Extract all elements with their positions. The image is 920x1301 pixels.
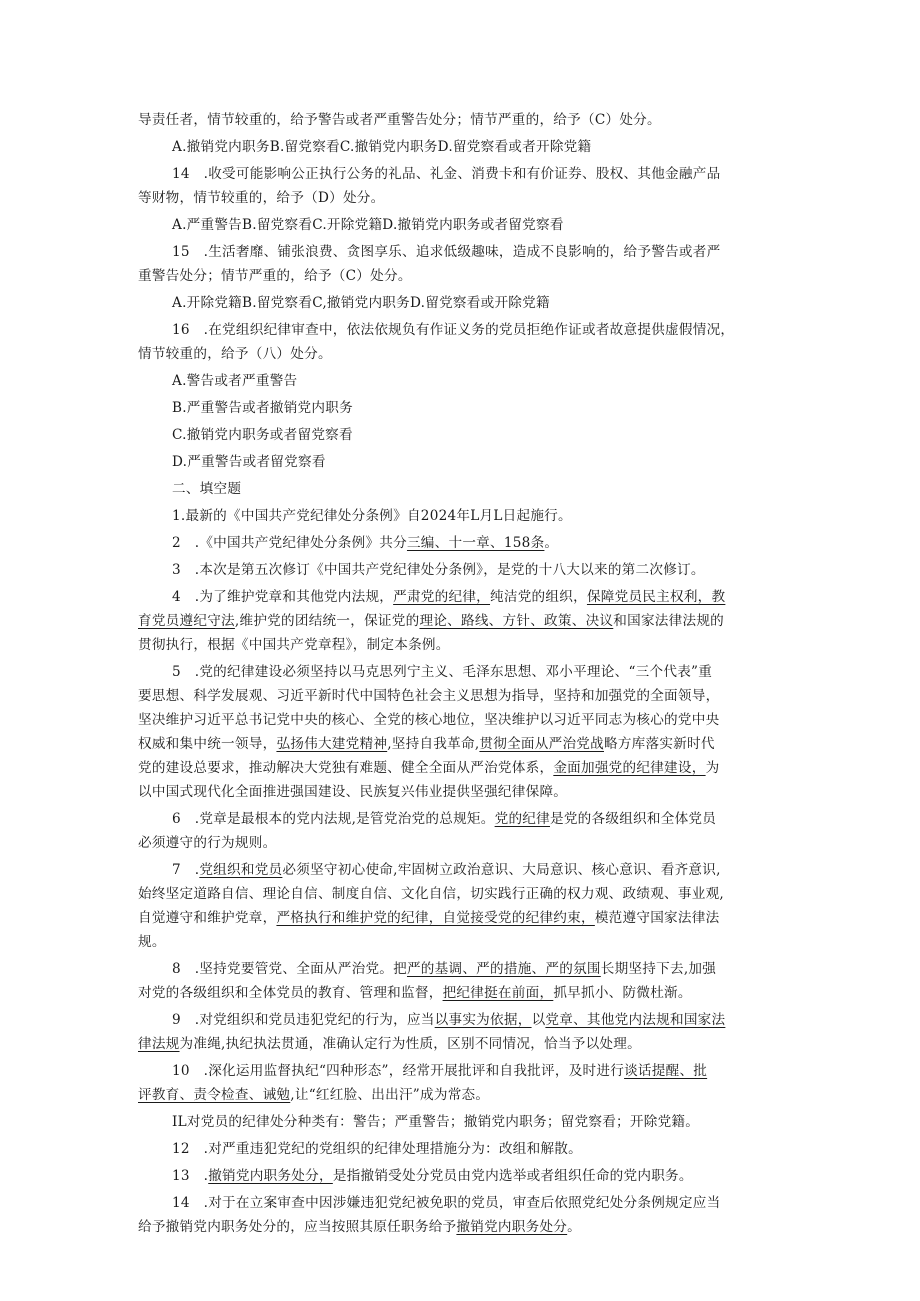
q16-option-d: D.严重警告或者留党察看 bbox=[172, 454, 326, 470]
fill-item-9-line: 律法规为准绳,执纪执法贯通，准确认定行为性质，区别不同情况，恰当予以处理。 bbox=[138, 1036, 641, 1052]
answer-underline: 把纪律挺在前面， bbox=[442, 985, 554, 1001]
fill-item-12: 12 .对严重违犯党纪的党组织的纪律处理措施分为：改组和解散。 bbox=[172, 1141, 582, 1157]
answer-underline: 保障党员民主权利，教 bbox=[586, 589, 726, 605]
fill-item-2: 2 .《中国共产党纪律处分条例》共分三编、十一章、158条。 bbox=[172, 535, 559, 551]
fill-item-6-line: 6 .党章是最根本的党内法规,是管党治党的总规矩。党的纪律是党的各级组织和全体党员 bbox=[172, 811, 717, 827]
answer-underline: 理论、路线、方针、政策、决议 bbox=[419, 613, 614, 629]
answer-underline: 严格执行和维护党的纪律，自觉接受党的纪律约束， bbox=[276, 910, 595, 926]
fill-item-13: 13 .撤销党内职务处分，是指撤销受处分党员由党内选举或者组织任命的党内职务。 bbox=[172, 1168, 693, 1184]
answer-underline: 严肃党的纪律， bbox=[393, 589, 491, 605]
fill-item-10-line: 10 .深化运用监督执纪“四种形态”，经常开展批评和自我批评，及时进行谈话提醒、批 bbox=[172, 1063, 708, 1079]
answer-underline: 党组织和党员 bbox=[199, 862, 283, 878]
q16-text-line: 16 .在党组织纪律审查中，依法依规负有作证义务的党员拒绝作证或者故意提供虚假情况， bbox=[172, 322, 735, 338]
fill-item-7-line: 规。 bbox=[138, 934, 166, 950]
answer-underline: 撤销党内职务处分， bbox=[208, 1168, 333, 1184]
q14-options: A.严重警告B.留党察看C.开除党籍D.撤销党内职务或者留党察看 bbox=[172, 217, 564, 233]
fill-item-7-line: 自觉遵守和维护党章，严格执行和维护党的纪律，自觉接受党的纪律约束，模范遵守国家法律法 bbox=[138, 910, 720, 926]
q13-options: A.撤销党内职务B.留党察看C.撤销党内职务D.留党察看或者开除党籍 bbox=[172, 139, 592, 155]
fill-item-11: IL对党员的纪律处分种类有：警告；严重警告；撤销党内职务；留党察看；开除党籍。 bbox=[172, 1114, 700, 1130]
q15-text-line: 15 .生活奢靡、铺张浪费、贪图享乐、追求低级趣味，造成不良影响的，给予警告或者严 bbox=[172, 244, 721, 260]
fill-item-5-line: 党的建设总要求，推动解决大党独有难题、健全全面从严治党体系，金面加强党的纪律建设，为 bbox=[138, 760, 720, 776]
fill-item-5-line: 以中国式现代化全面推进强国建设、民族复兴伟业提供坚强纪律保障。 bbox=[138, 784, 568, 800]
answer-underline: 三编、十一章、158条 bbox=[406, 535, 545, 551]
q15-options: A.开除党籍B.留党察看C,撤销党内职务D.留党察看或开除党籍 bbox=[172, 295, 550, 311]
fill-item-9-line: 9 .对党组织和党员违犯党纪的行为，应当以事实为依据，以党章、其他党内法规和国家法 bbox=[172, 1012, 726, 1028]
fill-item-14-line: 14 .对于在立案审查中因涉嫌违犯党纪被免职的党员，审查后依照党纪处分条例规定应当 bbox=[172, 1195, 721, 1211]
answer-underline: 党章、其他党内法规和国家法 bbox=[545, 1012, 726, 1028]
answer-underline: 金面加强党的纪律建设， bbox=[553, 760, 706, 776]
fill-item-5-line: 权威和集中统一领导，弘扬伟大建党精神,坚持自我革命,贯彻全面从严治党战略方库落实新时代 bbox=[138, 736, 715, 752]
q16-option-a: A.警告或者严重警告 bbox=[172, 373, 298, 389]
fill-item-5-line: 坚决维护习近平总书记党中央的核心、全党的核心地位，坚决维护以习近平同志为核心的党中央 bbox=[138, 712, 720, 728]
document-body bbox=[138, 108, 788, 1239]
q16-text-line: 情节较重的，给予（八）处分。 bbox=[138, 346, 332, 362]
fill-item-4-line: 贯彻执行，根据《中国共产党章程》，制定本条例。 bbox=[138, 637, 450, 653]
q13-text-line: 导责任者，情节较重的，给予警告或者严重警告处分；情节严重的，给予（C）处分。 bbox=[138, 112, 661, 128]
answer-underline: 以事实为依据， bbox=[434, 1012, 532, 1028]
fill-item-14-line: 给予撤销党内职务处分的，应当按照其原任职务给予撤销党内职务处分。 bbox=[138, 1219, 581, 1235]
answer-underline: 贯彻全面从严治党战 bbox=[479, 736, 604, 752]
section-heading-fill-blank: 二、填空题 bbox=[172, 481, 242, 497]
answer-underline: 党的纪律 bbox=[494, 811, 550, 827]
q16-option-b: B.严重警告或者撤销党内职务 bbox=[172, 400, 353, 416]
answer-underline: 严的基调、严的措施、严的氛围 bbox=[406, 961, 601, 977]
fill-item-7-line: 7 .党组织和党员必须坚守初心使命,牢固树立政治意识、大局意识、核心意识、看齐意识, bbox=[172, 862, 721, 878]
answer-underline: 育党员遵纪守法 bbox=[138, 613, 235, 629]
answer-underline: 评教育、责令检查、诫勉 bbox=[138, 1087, 291, 1103]
answer-underline: 谈话提醒、批 bbox=[624, 1063, 708, 1079]
fill-item-8-line: 8 .坚持党要管党、全面从严治党。把严的基调、严的措施、严的氛围长期坚持下去,加强 bbox=[172, 961, 717, 977]
answer-underline: 律法规 bbox=[138, 1036, 180, 1052]
fill-item-10-line: 评教育、责令检查、诫勉,让“红红脸、出出汗”成为常态。 bbox=[138, 1087, 490, 1103]
q14-text-line: 14 .收受可能影响公正执行公务的礼品、礼金、消费卡和有价证券、股权、其他金融产品 bbox=[172, 166, 721, 182]
fill-item-5-line: 要思想、科学发展观、习近平新时代中国特色社会主义思想为指导，坚持和加强党的全面领导， bbox=[138, 688, 720, 704]
fill-item-8-line: 对党的各级组织和全体党员的教育、管理和监督，把纪律挺在前面，抓早抓小、防微杜渐。 bbox=[138, 985, 692, 1001]
fill-item-4-line: 育党员遵纪守法,维护党的团结统一，保证党的理论、路线、方针、政策、决议和国家法律法规的 bbox=[138, 613, 725, 629]
answer-underline: 撤销党内职务处分 bbox=[456, 1219, 568, 1235]
answer-underline: 弘扬伟大建党精神 bbox=[276, 736, 388, 752]
fill-item-4-line: 4 .为了维护党章和其他党内法规，严肃党的纪律，纯洁党的组织，保障党员民主权利，教 bbox=[172, 589, 726, 605]
q15-text-line: 重警告处分；情节严重的，给予（C）处分。 bbox=[138, 268, 412, 284]
fill-item-6-line: 必须遵守的行为规则。 bbox=[138, 835, 277, 851]
q14-text-line: 等财物，情节较重的，给予（D）处分。 bbox=[138, 190, 385, 206]
fill-item-5-line: 5 .党的纪律建设必须坚持以马克思列宁主义、毛泽东思想、邓小平理论、“三个代表”重 bbox=[172, 664, 713, 680]
fill-item-1: 1.最新的《中国共产党纪律处分条例》自2024年L月L日起施行。 bbox=[172, 508, 572, 524]
fill-item-7-line: 始终坚定道路自信、理论自信、制度自信、文化自信，切实践行正确的权力观、政绩观、事业观, bbox=[138, 886, 725, 902]
q16-option-c: C.撤销党内职务或者留党察看 bbox=[172, 427, 353, 443]
fill-item-3: 3 .本次是第五次修订《中国共产党纪律处分条例》，是党的十八大以来的第二次修订。 bbox=[172, 562, 705, 578]
